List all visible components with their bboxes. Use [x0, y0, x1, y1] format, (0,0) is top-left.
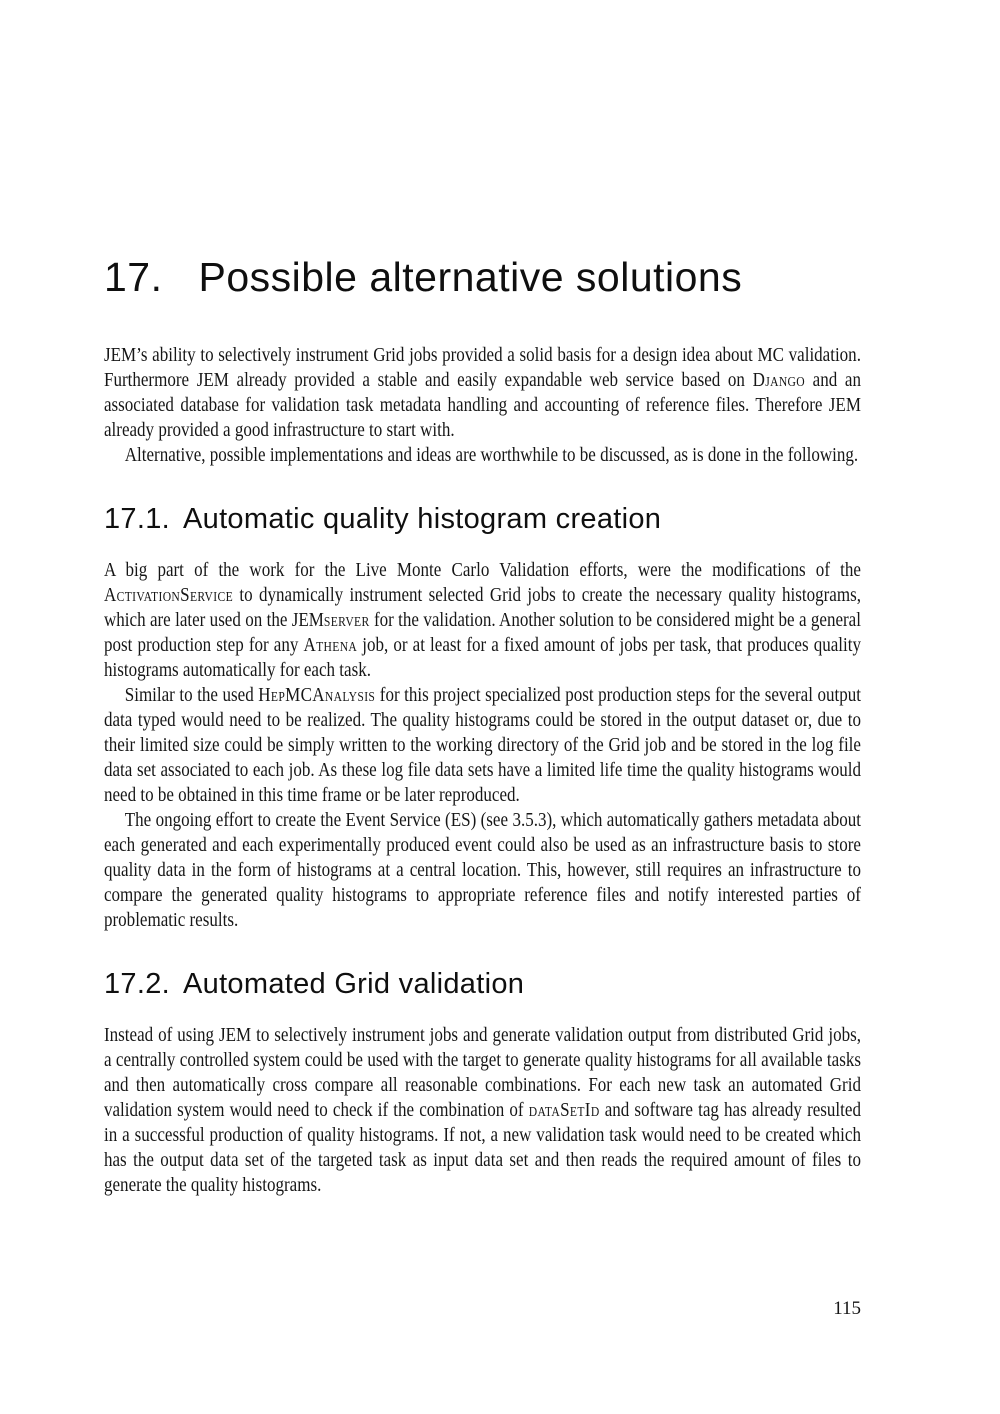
chapter-number: 17. — [104, 254, 163, 300]
text-run: for this project specialized post production steps for the several output data typed would need to be realized. The quality histograms could be stored in the output dataset or, due to their limited size could be simply written to the working directory of the Grid job and be stored in the log file data set associated to each job. As these log file data sets have a limited life time the quality histograms would need to be obtained in this time frame or be later reproduced. — [104, 684, 861, 806]
section-title: Automated Grid validation — [183, 968, 525, 1000]
section-number: 17.1. — [104, 503, 170, 535]
text-run: to dynamically instrument selected Grid jobs to create the necessary quality histograms, which are later used on the JEM — [104, 584, 861, 631]
paragraph-intro-1 — [104, 343, 861, 443]
paragraph-17-1-3 — [104, 808, 861, 933]
smallcaps-term: Athena — [303, 634, 358, 656]
section-17-1-text-block — [104, 558, 861, 933]
section-number: 17.2. — [104, 968, 170, 1000]
smallcaps-term: dataSetId — [528, 1099, 600, 1121]
text-run: The ongoing effort to create the Event Service (ES) (see 3.5.3), which automatically gathers metadata about each generated and each experimentally produced event could also be used as an infrastructure basis to store quality data in the form of histograms at a central location. This, however, still requires an infrastructure to compare the generated quality histograms to appropriate reference files and notify interested parties of problematic results. — [104, 809, 861, 931]
text-run: JEM’s ability to selectively instrument Grid jobs provided a solid basis for a design idea about MC validation. Furthermore JEM already provided a stable and easily expandable web service based on — [104, 344, 861, 391]
paragraph-17-1-2 — [104, 683, 861, 808]
section-heading-17-1 — [104, 502, 861, 536]
smallcaps-term: Django — [752, 369, 806, 391]
text-run: job, or at least for a fixed amount of jobs per task, that produces quality histograms automatically for each task. — [104, 634, 861, 681]
smallcaps-term: ActivationService — [104, 584, 234, 606]
section-heading-17-2 — [104, 967, 861, 1001]
intro-text-block — [104, 343, 861, 468]
text-run: and software tag has already resulted in a successful production of quality histograms. If not, a new validation task would need to be created which has the output data set of the targeted task as input data set and then reads the required amount of files to generate the quality histograms. — [104, 1099, 861, 1196]
text-run: Similar to the used — [124, 684, 259, 706]
smallcaps-term: server — [323, 609, 370, 631]
text-run: Instead of using JEM to selectively instrument jobs and generate validation output from distributed Grid jobs, a centrally controlled system could be used with the target to generate quality histograms for all available tasks and then automatically cross compare all reasonable combinations. For each new task an automated Grid validation system would need to check if the combination of — [104, 1024, 861, 1121]
text-run: and an associated database for validation task metadata handling and accounting of reference files. Therefore JEM already provided a good infrastructure to start with. — [104, 369, 861, 441]
paragraph-17-2-1 — [104, 1023, 861, 1198]
page-number: 115 — [833, 1298, 861, 1319]
text-run: A big part of the work for the Live Monte Carlo Validation efforts, were the modifications of the — [104, 559, 861, 581]
section-17-2-text-block — [104, 1023, 861, 1198]
paragraph-intro-2 — [104, 443, 861, 468]
chapter-heading — [104, 255, 861, 299]
paragraph-17-1-1 — [104, 558, 861, 683]
text-run: Alternative, possible implementations and ideas are worthwhile to be discussed, as is done in the following. — [124, 444, 859, 466]
text-run: for the validation. Another solution to be considered might be a general post production step for any — [104, 609, 861, 656]
chapter-title: Possible alternative solutions — [198, 254, 743, 300]
section-title: Automatic quality histogram creation — [183, 503, 662, 535]
smallcaps-term: HepMCAnalysis — [258, 684, 376, 706]
